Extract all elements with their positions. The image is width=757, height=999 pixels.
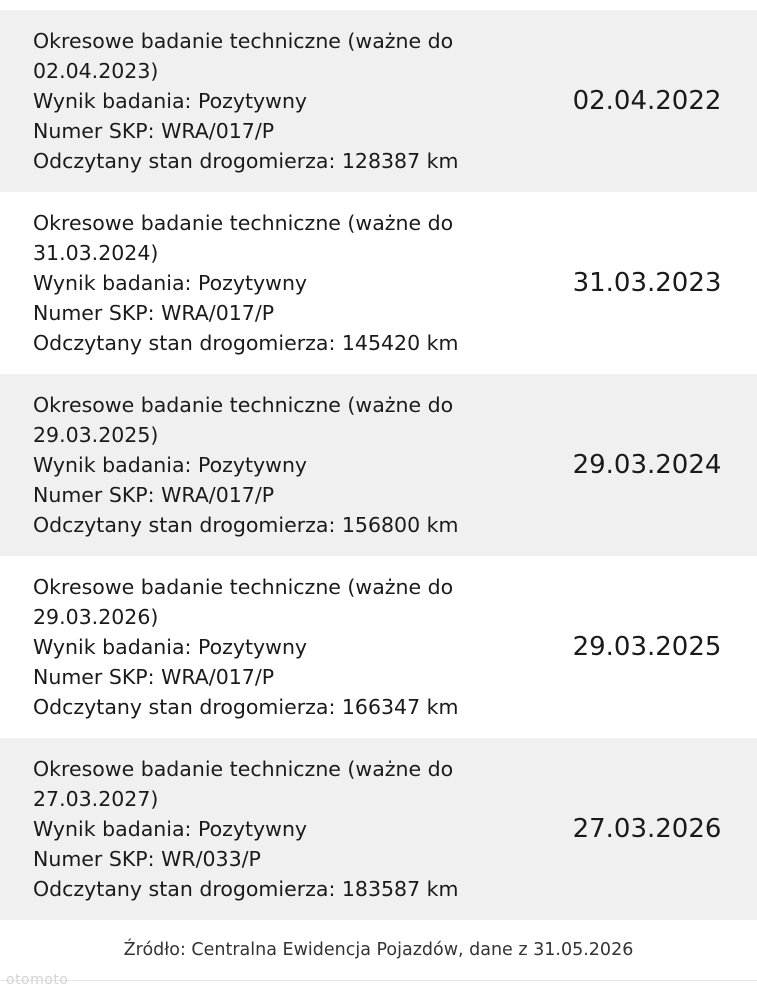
inspection-result: Wynik badania: Pozytywny	[33, 817, 308, 841]
inspection-odometer: Odczytany stan drogomierza: 183587 km	[33, 877, 459, 901]
inspection-title: Okresowe badanie techniczne (ważne do	[33, 393, 454, 417]
inspection-date: 31.03.2023	[572, 268, 722, 298]
inspection-odometer: Odczytany stan drogomierza: 166347 km	[33, 695, 459, 719]
inspection-date: 29.03.2025	[572, 632, 722, 662]
inspection-row	[0, 374, 757, 556]
inspection-odometer: Odczytany stan drogomierza: 128387 km	[33, 149, 459, 173]
inspection-details	[0, 572, 545, 722]
inspection-result: Wynik badania: Pozytywny	[33, 453, 308, 477]
inspection-date: 02.04.2022	[572, 86, 722, 116]
inspection-result: Wynik badania: Pozytywny	[33, 635, 308, 659]
inspection-history-table	[0, 10, 757, 920]
inspection-row	[0, 192, 757, 374]
inspection-valid-until: 29.03.2026)	[33, 605, 159, 629]
inspection-valid-until: 27.03.2027)	[33, 787, 159, 811]
inspection-skp-number: Numer SKP: WRA/017/P	[33, 119, 275, 143]
inspection-skp-number: Numer SKP: WR/033/P	[33, 847, 261, 871]
inspection-row	[0, 738, 757, 920]
inspection-title: Okresowe badanie techniczne (ważne do	[33, 211, 454, 235]
watermark-logo: otomoto	[6, 972, 69, 988]
inspection-row	[0, 10, 757, 192]
inspection-title: Okresowe badanie techniczne (ważne do	[33, 757, 454, 781]
inspection-details	[0, 208, 545, 358]
data-source-text: Źródło: Centralna Ewidencja Pojazdów, dane z 31.05.2026	[123, 940, 634, 960]
inspection-valid-until: 02.04.2023)	[33, 59, 159, 83]
inspection-odometer: Odczytany stan drogomierza: 145420 km	[33, 331, 459, 355]
inspection-result: Wynik badania: Pozytywny	[33, 89, 308, 113]
inspection-skp-number: Numer SKP: WRA/017/P	[33, 301, 275, 325]
inspection-title: Okresowe badanie techniczne (ważne do	[33, 29, 454, 53]
inspection-date: 27.03.2026	[572, 814, 722, 844]
inspection-result: Wynik badania: Pozytywny	[33, 271, 308, 295]
inspection-valid-until: 29.03.2025)	[33, 423, 159, 447]
inspection-date: 29.03.2024	[572, 450, 722, 480]
inspection-details	[0, 26, 545, 176]
inspection-details	[0, 390, 545, 540]
inspection-row	[0, 556, 757, 738]
inspection-skp-number: Numer SKP: WRA/017/P	[33, 665, 275, 689]
inspection-details	[0, 754, 545, 904]
inspection-title: Okresowe badanie techniczne (ważne do	[33, 575, 454, 599]
inspection-valid-until: 31.03.2024)	[33, 241, 159, 265]
inspection-odometer: Odczytany stan drogomierza: 156800 km	[33, 513, 459, 537]
data-source-footer	[0, 920, 757, 981]
inspection-skp-number: Numer SKP: WRA/017/P	[33, 483, 275, 507]
